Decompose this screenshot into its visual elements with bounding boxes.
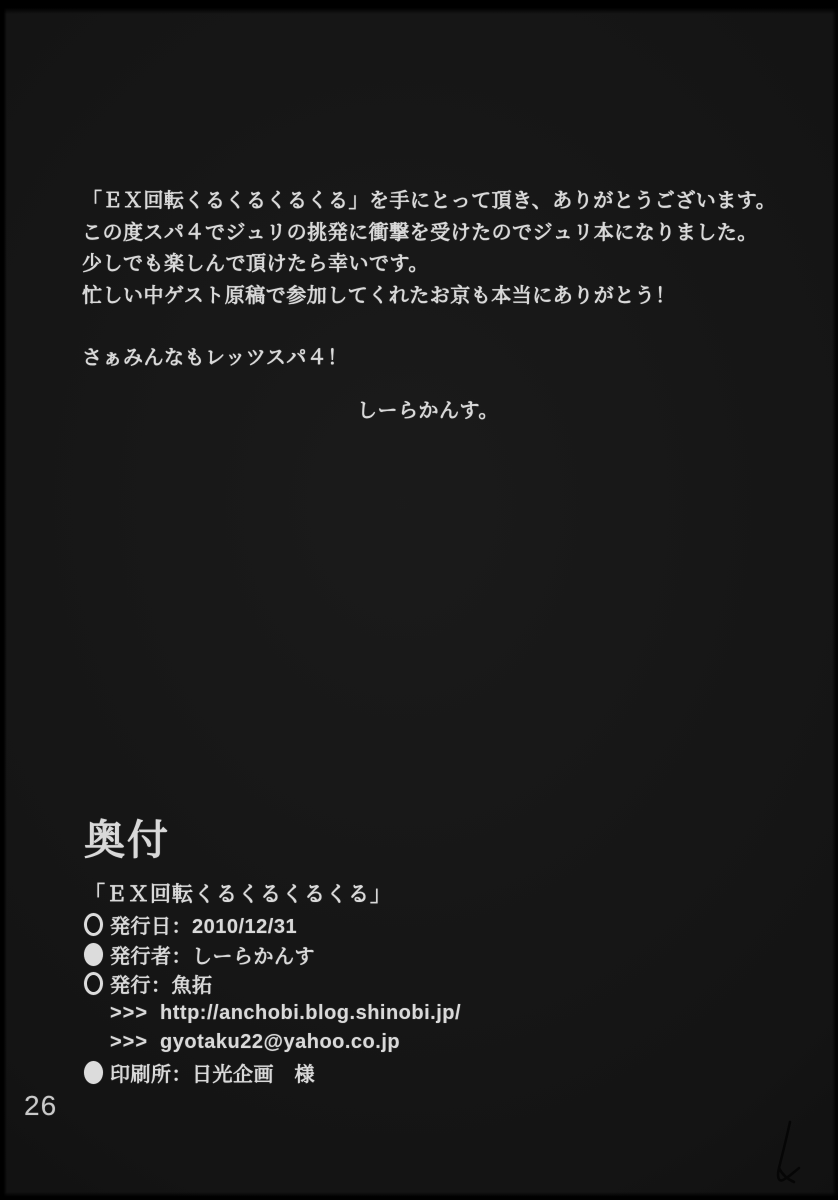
author-signature: しーらかんす。 [357,399,499,422]
book-title: 「ＥＸ回転くるくるくるくる」 [84,883,392,906]
outline-circle-bullet-icon [84,972,103,995]
afterword-line: 忙しい中ゲスト原稿で参加してくれたお京も本当にありがとう！ [82,284,676,307]
filled-circle-bullet-icon [84,943,103,966]
arrow-prefix: >>> [110,1001,149,1024]
colophon-row-email [84,1028,724,1058]
afterword-message [82,186,802,427]
colophon-row-website [84,999,724,1029]
page-number: 26 [24,1090,58,1121]
afterword-line: 「ＥＸ回転くるくるくるくる」を手にとって頂き、ありがとうございます。 [82,190,777,212]
website-url-text: http://anchobi.blog.shinobi.jp/ [160,1001,462,1024]
colophon-row-publisher-person [84,940,724,970]
printer-name-text: 印刷所：日光企画 様 [110,1063,315,1086]
outline-circle-bullet-icon [84,913,103,936]
arrow-prefix: >>> [110,1031,149,1054]
scan-edge-bottom [0,1192,838,1200]
scan-edge-right [832,0,838,1200]
colophon-heading: 奥付 [84,817,170,863]
call-to-action-line: さぁみんなもレッツスパ４！ [82,347,348,369]
scan-edge-left [0,0,7,1200]
afterword-line: 少しでも楽しんで頂けたら幸いです。 [82,253,429,275]
colophon-row-publication-date [84,910,724,940]
circle-name-text: 発行：魚拓 [110,975,213,998]
afterword-line: この度スパ４でジュリの挑発に衝撃を受けたのでジュリ本になりました。 [82,221,758,244]
handwritten-pencil-mark [756,1116,812,1194]
colophon-row-circle-name [84,969,724,999]
scan-edge-top [0,0,838,14]
email-address-text: gyotaku22@yahoo.co.jp [160,1031,401,1054]
colophon-row-printer [84,1058,724,1088]
filled-circle-bullet-icon [84,1061,103,1084]
colophon-block [84,814,724,1087]
publisher-person-text: 発行者：しーらかんす [110,945,315,968]
publication-date-text: 発行日：2010/12/31 [110,916,298,939]
